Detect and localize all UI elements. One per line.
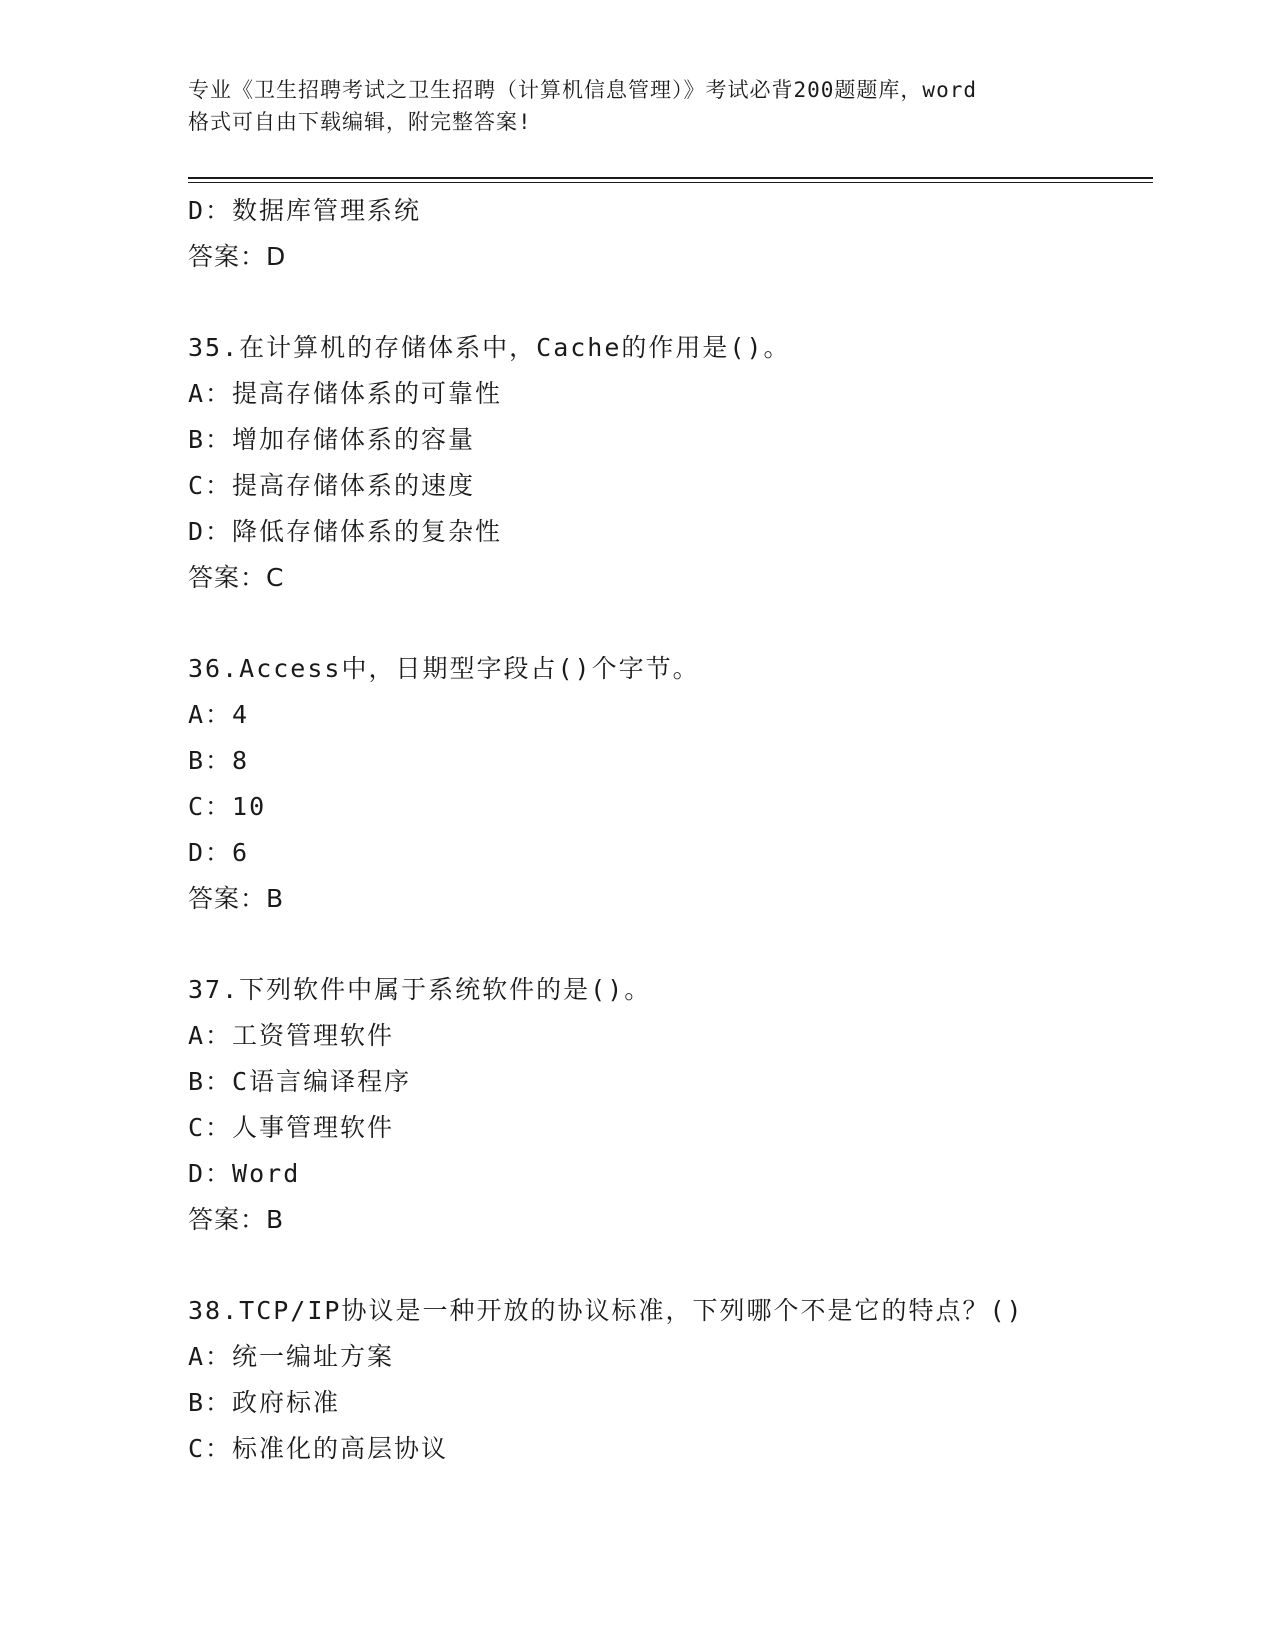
question-gap (188, 1243, 1153, 1288)
option-b: B：增加存储体系的容量 (188, 425, 476, 454)
question-stem: 36.Access中，日期型字段占()个字节。 (188, 654, 700, 683)
option-d: D：数据库管理系统 (188, 196, 422, 225)
answer: 答案：B (188, 884, 285, 913)
question-35 (188, 325, 1153, 601)
option-a: A：统一编址方案 (188, 1342, 395, 1371)
option-b: B：8 (188, 746, 250, 775)
answer: 答案：C (188, 563, 285, 592)
answer: 答案：B (188, 1205, 285, 1234)
page-header (188, 74, 1088, 138)
question-stem: 37.下列软件中属于系统软件的是()。 (188, 975, 652, 1004)
answer: 答案：D (188, 242, 287, 271)
option-a: A：工资管理软件 (188, 1021, 395, 1050)
question-36 (188, 646, 1153, 922)
option-d: D：Word (188, 1159, 301, 1188)
option-c: C：提高存储体系的速度 (188, 471, 476, 500)
option-a: A：提高存储体系的可靠性 (188, 379, 503, 408)
document-body (188, 188, 1153, 1472)
option-c: C：10 (188, 792, 267, 821)
option-d: D：降低存储体系的复杂性 (188, 517, 503, 546)
option-d: D：6 (188, 838, 250, 867)
header-line-1: 专业《卫生招聘考试之卫生招聘（计算机信息管理）》考试必背200题题库，word (188, 78, 977, 102)
header-divider (188, 177, 1153, 183)
option-c: C：标准化的高层协议 (188, 1434, 449, 1463)
question-stem: 38.TCP/IP协议是一种开放的协议标准，下列哪个不是它的特点？() (188, 1296, 1024, 1325)
option-c: C：人事管理软件 (188, 1113, 395, 1142)
question-gap (188, 280, 1153, 325)
option-b: B：政府标准 (188, 1388, 341, 1417)
question-stem: 35.在计算机的存储体系中，Cache的作用是()。 (188, 333, 791, 362)
option-b: B：C语言编译程序 (188, 1067, 412, 1096)
question-gap (188, 922, 1153, 967)
header-line-2: 格式可自由下载编辑，附完整答案! (188, 110, 532, 134)
question-gap (188, 601, 1153, 646)
option-a: A：4 (188, 700, 250, 729)
question-37 (188, 967, 1153, 1243)
question-38 (188, 1288, 1153, 1472)
